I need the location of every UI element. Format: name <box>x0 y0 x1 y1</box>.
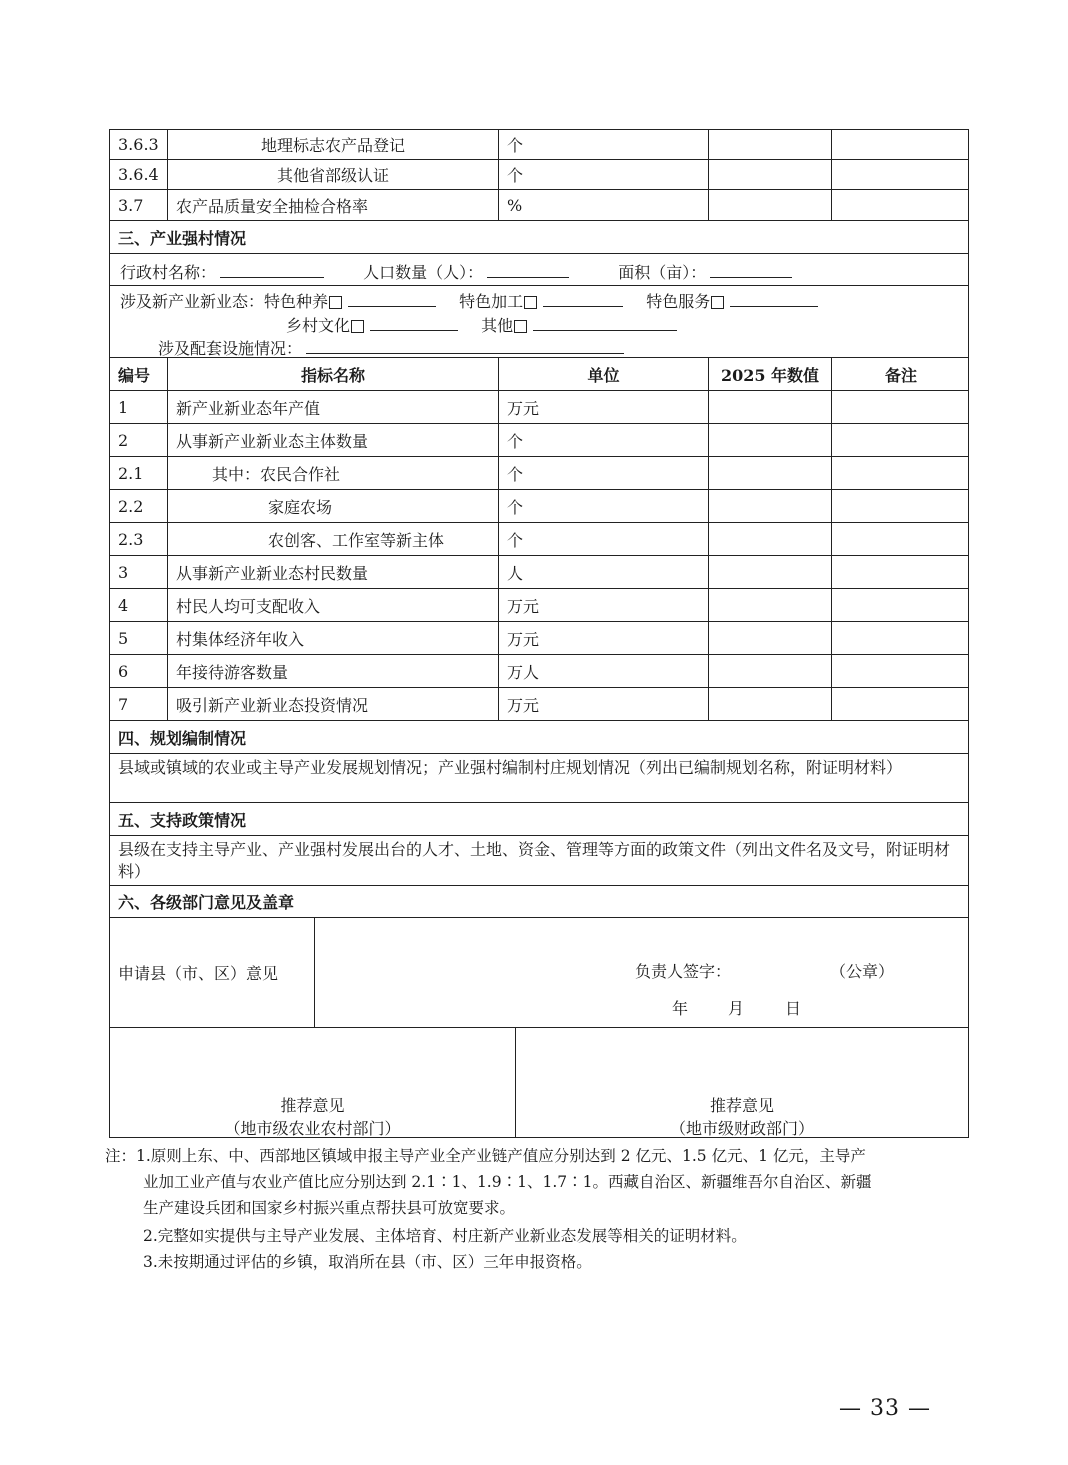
row-value-cell[interactable] <box>709 688 832 720</box>
row-name: 其他省部级认证 <box>168 160 499 189</box>
planting-input[interactable] <box>348 290 436 307</box>
row-code: 4 <box>110 589 168 621</box>
village-info-row <box>110 254 968 286</box>
village-name-label: 行政村名称： <box>120 263 217 282</box>
note-1-text-a: 1.原则上东、中、西部地区镇域申报主导产业全产业链产值应分别达到 2 亿元、1.5 亿元、1 亿元，主导产 <box>136 1147 866 1165</box>
note-2: 2.完整如实提供与主导产业发展、主体培育、村庄新产业新业态发展等相关的证明材料。 <box>143 1227 747 1245</box>
opt-planting-label: 特色种养 <box>264 292 329 311</box>
seal-label: （公章） <box>830 962 895 981</box>
recommendation-label: 推荐意见 <box>709 1096 774 1115</box>
table-row <box>110 424 968 457</box>
section-3-header <box>110 221 968 254</box>
row-name: 农产品质量安全抽检合格率 <box>168 190 499 220</box>
row-unit: 个 <box>499 130 709 159</box>
village-info-line <box>120 260 792 283</box>
row-value-cell[interactable] <box>709 556 832 588</box>
new-forms-line <box>120 289 818 312</box>
culture-input[interactable] <box>370 314 458 331</box>
finance-dept-recommendation[interactable] <box>516 1028 968 1137</box>
row-note-cell[interactable] <box>832 457 970 489</box>
row-note-cell[interactable] <box>832 490 970 522</box>
section-title: 五、支持政策情况 <box>118 810 247 830</box>
row-unit: 个 <box>499 490 709 522</box>
table-header-row <box>110 358 968 391</box>
row-unit: 万人 <box>499 655 709 687</box>
table-row <box>110 457 968 490</box>
section-4-header <box>110 721 968 754</box>
footnotes <box>105 1143 980 1275</box>
row-note-cell[interactable] <box>832 160 970 189</box>
row-value-cell[interactable] <box>709 589 832 621</box>
population-input[interactable] <box>487 261 569 278</box>
county-opinion-row <box>110 918 968 1028</box>
row-note-cell[interactable] <box>832 622 970 654</box>
row-value-cell[interactable] <box>709 622 832 654</box>
row-code: 2.3 <box>110 523 168 555</box>
area-input[interactable] <box>710 261 792 278</box>
row-code: 2 <box>110 424 168 456</box>
header-unit: 单位 <box>499 358 709 390</box>
note-1-line-1 <box>105 1143 980 1169</box>
row-code: 7 <box>110 688 168 720</box>
finance-dept-name: （地市级财政部门） <box>669 1119 814 1137</box>
opt-other-label: 其他 <box>481 316 514 335</box>
row-unit: % <box>499 190 709 220</box>
row-unit: 人 <box>499 556 709 588</box>
row-note-cell[interactable] <box>832 589 970 621</box>
section-6-header <box>110 886 968 918</box>
row-code: 3.6.4 <box>110 160 168 189</box>
row-value-cell[interactable] <box>709 130 832 159</box>
row-name: 地理标志农产品登记 <box>168 130 499 159</box>
row-name: 吸引新产业新业态投资情况 <box>168 688 499 720</box>
date-year: 年 <box>672 999 689 1018</box>
row-unit: 个 <box>499 457 709 489</box>
new-forms-line-2 <box>286 313 677 336</box>
row-code: 5 <box>110 622 168 654</box>
header-code: 编号 <box>110 358 168 390</box>
row-note-cell[interactable] <box>832 655 970 687</box>
signature-label: 负责人签字： <box>635 962 732 981</box>
facilities-line <box>158 336 624 359</box>
processing-checkbox[interactable] <box>524 296 537 309</box>
row-note-cell[interactable] <box>832 130 970 159</box>
row-name: 从事新产业新业态村民数量 <box>168 556 499 588</box>
row-name: 年接待游客数量 <box>168 655 499 687</box>
header-note: 备注 <box>884 365 917 385</box>
population-label: 人口数量（人）： <box>363 263 484 282</box>
row-value-cell[interactable] <box>709 424 832 456</box>
agri-dept-name: （地市级农业农村部门） <box>224 1119 401 1137</box>
village-name-input[interactable] <box>220 261 324 278</box>
planning-description[interactable]: 县域或镇域的农业或主导产业发展规划情况；产业强村编制村庄规划情况（列出已编制规划名称，附证明材料） <box>110 754 968 803</box>
section-title: 三、产业强村情况 <box>118 228 247 248</box>
row-unit: 个 <box>499 424 709 456</box>
row-code: 3.6.3 <box>110 130 168 159</box>
note-1-text-c: 生产建设兵团和国家乡村振兴重点帮扶县可放宽要求。 <box>143 1199 516 1217</box>
policy-description[interactable]: 县级在支持主导产业、产业强村发展出台的人才、土地、资金、管理等方面的政策文件（列出文件名及文号，附证明材料） <box>110 836 968 886</box>
other-checkbox[interactable] <box>514 320 527 333</box>
row-code: 6 <box>110 655 168 687</box>
row-unit: 万元 <box>499 589 709 621</box>
row-note-cell[interactable] <box>832 190 970 220</box>
row-value-cell[interactable] <box>709 457 832 489</box>
row-value-cell[interactable] <box>709 160 832 189</box>
header-name: 指标名称 <box>168 358 499 390</box>
row-note-cell[interactable] <box>832 391 970 423</box>
note-1-text-b: 业加工业产值与农业产值比应分别达到 2.1∶1、1.9∶1、1.7∶1。西藏自治区、新疆维吾尔自治区、新疆 <box>143 1173 872 1191</box>
row-note-cell[interactable] <box>832 556 970 588</box>
row-unit: 个 <box>499 523 709 555</box>
row-value-cell[interactable] <box>709 655 832 687</box>
row-value-cell[interactable] <box>709 523 832 555</box>
row-name: 村民人均可支配收入 <box>168 589 499 621</box>
row-code: 2.2 <box>110 490 168 522</box>
row-name: 家庭农场 <box>168 490 499 522</box>
opt-service-label: 特色服务 <box>646 292 711 311</box>
table-row <box>110 556 968 589</box>
row-unit: 万元 <box>499 622 709 654</box>
other-input[interactable] <box>533 314 677 331</box>
facilities-input[interactable] <box>306 337 624 354</box>
table-row <box>110 523 968 556</box>
row-code: 3.7 <box>110 190 168 220</box>
table-row <box>110 655 968 688</box>
row-name: 新产业新业态年产值 <box>168 391 499 423</box>
table-row <box>110 589 968 622</box>
planting-checkbox[interactable] <box>329 296 342 309</box>
row-name: 村集体经济年收入 <box>168 622 499 654</box>
table-row <box>110 130 968 160</box>
application-form-table <box>109 129 969 1138</box>
row-code: 2.1 <box>110 457 168 489</box>
date-day: 日 <box>785 999 802 1018</box>
recommendation-row <box>110 1028 968 1137</box>
opt-culture-label: 乡村文化 <box>286 316 351 335</box>
county-opinion-area[interactable] <box>315 918 968 1027</box>
culture-checkbox[interactable] <box>351 320 364 333</box>
section-5-header <box>110 803 968 836</box>
row-unit: 个 <box>499 160 709 189</box>
processing-input[interactable] <box>543 290 623 307</box>
row-value-cell[interactable] <box>709 490 832 522</box>
table-row <box>110 688 968 721</box>
row-unit: 万元 <box>499 391 709 423</box>
row-name: 从事新产业新业态主体数量 <box>168 424 499 456</box>
row-code: 3 <box>110 556 168 588</box>
table-row <box>110 190 968 221</box>
header-value: 2025 年数值 <box>709 358 832 390</box>
row-note-cell[interactable] <box>832 688 970 720</box>
new-forms-block <box>110 286 968 358</box>
row-code: 1 <box>110 391 168 423</box>
row-name: 其中：农民合作社 <box>168 457 499 489</box>
date-month: 月 <box>728 999 745 1018</box>
row-name: 农创客、工作室等新主体 <box>168 523 499 555</box>
row-note-cell[interactable] <box>832 523 970 555</box>
section-title: 六、各级部门意见及盖章 <box>118 893 295 912</box>
table-row <box>110 160 968 190</box>
recommendation-label: 推荐意见 <box>280 1096 345 1115</box>
table-row <box>110 391 968 424</box>
service-checkbox[interactable] <box>711 296 724 309</box>
opt-processing-label: 特色加工 <box>459 292 524 311</box>
service-input[interactable] <box>730 290 818 307</box>
new-forms-label: 涉及新产业新业态： <box>120 292 265 311</box>
row-unit: 万元 <box>499 688 709 720</box>
facilities-label: 涉及配套设施情况： <box>158 339 303 358</box>
note-prefix: 注： <box>105 1147 137 1165</box>
row-note-cell[interactable] <box>832 424 970 456</box>
row-value-cell[interactable] <box>709 391 832 423</box>
note-3: 3.未按期通过评估的乡镇，取消所在县（市、区）三年申报资格。 <box>143 1253 592 1271</box>
page-number: — 33 — <box>839 1396 931 1421</box>
table-row <box>110 622 968 655</box>
area-label: 面积（亩）： <box>618 263 707 282</box>
table-row <box>110 490 968 523</box>
section-title: 四、规划编制情况 <box>118 728 247 748</box>
county-opinion-label: 申请县（市、区）意见 <box>110 918 315 1027</box>
agri-dept-recommendation[interactable] <box>110 1028 516 1137</box>
row-value-cell[interactable] <box>709 190 832 220</box>
